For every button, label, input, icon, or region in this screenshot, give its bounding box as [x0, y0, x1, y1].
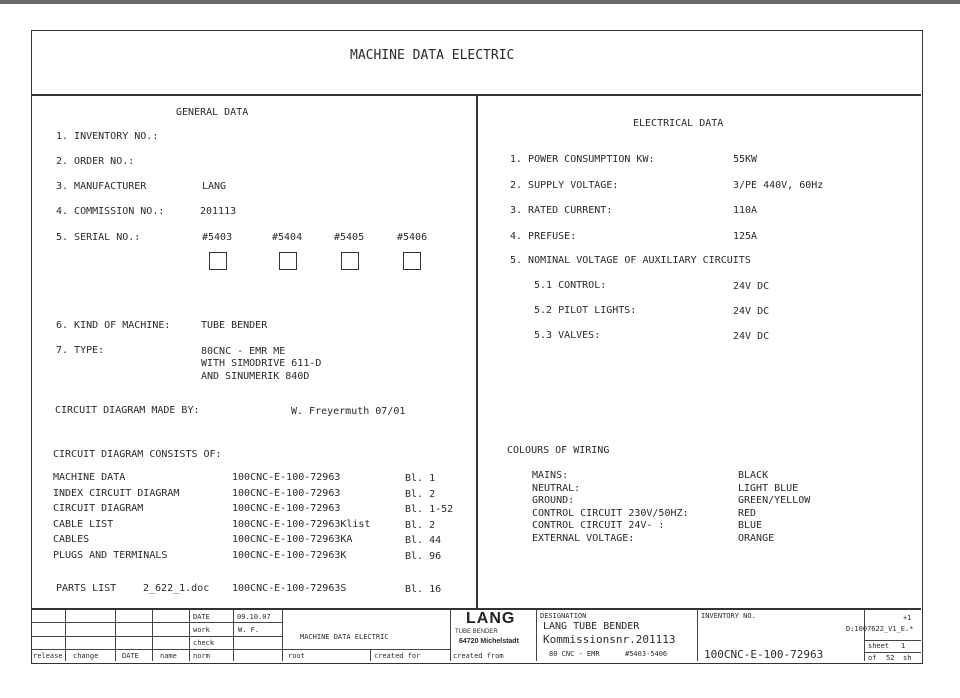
- diagram-item-name: CIRCUIT DIAGRAM: [53, 503, 144, 515]
- colour-label: GROUND:: [532, 495, 575, 506]
- aux-item-value: 24V DC: [733, 331, 770, 342]
- grid-line: [152, 609, 153, 661]
- serial-number: #5404: [272, 232, 303, 243]
- tb-root-label: root: [288, 652, 305, 660]
- tb-file-ref: D:1007622_V1_E.*: [846, 625, 914, 633]
- grid-line: [233, 609, 234, 661]
- serial-label: 5. SERIAL NO.:: [56, 232, 141, 243]
- commission-label: 4. COMMISSION NO.:: [56, 206, 165, 217]
- made-by-value: W. Freyermuth 07/01: [291, 406, 406, 417]
- designation-label: DESIGNATION: [540, 612, 587, 620]
- manufacturer-value: LANG: [202, 181, 227, 192]
- diagram-item-sheet: Bl. 2: [405, 488, 436, 500]
- electrical-item-value: 125A: [733, 230, 758, 242]
- tb-date-col-label: DATE: [122, 652, 139, 660]
- grid-line: [450, 609, 451, 661]
- colour-value: LIGHT BLUE: [738, 482, 799, 494]
- serial-checkbox[interactable]: [279, 252, 297, 270]
- tb-name-label: name: [160, 652, 177, 660]
- diagram-item-sheet: Bl. 1: [405, 473, 436, 484]
- colour-label: MAINS:: [532, 470, 569, 481]
- grid-line: [32, 622, 282, 623]
- type-line: AND SINUMERIK 840D: [201, 371, 310, 382]
- tb-created-from-label: created from: [453, 652, 504, 660]
- tb-change-label: change: [73, 652, 99, 660]
- inventory-label: 1. INVENTORY NO.:: [56, 131, 159, 142]
- type-line: 80CNC - EMR ME: [201, 346, 286, 357]
- electrical-item-label: 4. PREFUSE:: [510, 230, 577, 242]
- kind-label: 6. KIND OF MACHINE:: [56, 320, 171, 331]
- diagram-item-sheet: Bl. 44: [405, 535, 442, 547]
- diagram-item-code: 100CNC-E-100-72963K: [232, 550, 347, 561]
- diagram-item-code: 100CNC-E-100-72963: [232, 487, 341, 499]
- aux-item-value: 24V DC: [733, 281, 770, 292]
- grid-line: [65, 609, 66, 661]
- aux-item-label: 5.2 PILOT LIGHTS:: [534, 305, 637, 316]
- serial-checkbox[interactable]: [209, 252, 227, 270]
- electrical-heading: ELECTRICAL DATA: [633, 118, 724, 129]
- diagram-item-sheet: Bl. 1-52: [405, 504, 454, 516]
- company-address: 64720 Michelstadt: [459, 638, 519, 645]
- diagram-item-name: MACHINE DATA: [53, 472, 126, 483]
- designation-line2: Kommissionsnr.201113: [543, 633, 676, 646]
- diagram-item-code: 100CNC-E-100-72963: [232, 472, 341, 483]
- grid-line: [864, 640, 921, 641]
- general-heading: GENERAL DATA: [176, 107, 249, 118]
- type-label: 7. TYPE:: [56, 345, 105, 356]
- grid-line: [697, 609, 698, 661]
- electrical-item-value: 3/PE 440V, 60Hz: [733, 179, 824, 191]
- serial-checkbox[interactable]: [403, 252, 421, 270]
- company-logo: LANG: [466, 610, 516, 627]
- aux-item-value: 24V DC: [733, 306, 770, 317]
- company-sub: TUBE BENDER: [455, 629, 498, 635]
- grid-line: [115, 609, 116, 661]
- tb-norm-label: norm: [193, 652, 210, 660]
- colour-label: NEUTRAL:: [532, 482, 581, 494]
- tb-date-label: DATE: [193, 613, 210, 621]
- grid-line: [536, 609, 537, 661]
- electrical-item-label: 2. SUPPLY VOLTAGE:: [510, 179, 619, 191]
- tb-of-value: 52: [886, 654, 895, 662]
- commission-value: 201113: [200, 206, 237, 217]
- consists-label: CIRCUIT DIAGRAM CONSISTS OF:: [53, 449, 222, 460]
- aux-item-label: 5.1 CONTROL:: [534, 280, 607, 291]
- tb-plus-one: +1: [903, 614, 912, 622]
- colour-label: EXTERNAL VOLTAGE:: [532, 532, 635, 544]
- aux-item-label: 5.3 VALVES:: [534, 330, 601, 341]
- colour-value: ORANGE: [738, 532, 775, 544]
- diagram-item-sheet: Bl. 96: [405, 551, 442, 562]
- electrical-item-value: 110A: [733, 205, 758, 216]
- grid-line: [282, 609, 283, 661]
- order-label: 2. ORDER NO.:: [56, 156, 135, 167]
- tb-of-label: of: [868, 654, 877, 662]
- type-line: WITH SIMODRIVE 611-D: [201, 358, 322, 369]
- serial-checkbox[interactable]: [341, 252, 359, 270]
- diagram-item-name: CABLE LIST: [53, 518, 114, 530]
- tb-sheet-value: 1: [901, 642, 906, 650]
- diagram-item-name: INDEX CIRCUIT DIAGRAM: [53, 487, 180, 499]
- diagram-item-sheet: Bl. 2: [405, 519, 436, 531]
- colour-label: CONTROL CIRCUIT 230V/50HZ:: [532, 507, 689, 519]
- colour-value: BLACK: [738, 470, 769, 481]
- parts-doc: 2_622_1.doc: [143, 583, 210, 594]
- tb-middle-title: MACHINE DATA ELECTRIC: [300, 633, 389, 641]
- column-divider: [476, 95, 478, 608]
- electrical-item-label: 3. RATED CURRENT:: [510, 205, 613, 216]
- page-title: MACHINE DATA ELECTRIC: [350, 48, 515, 63]
- grid-line: [32, 636, 282, 637]
- tb-date-value: 09.10.07: [237, 613, 271, 621]
- parts-label: PARTS LIST: [56, 583, 117, 594]
- tb-created-for-label: created for: [374, 652, 421, 660]
- colour-label: CONTROL CIRCUIT 24V- :: [532, 520, 665, 531]
- parts-sheet: Bl. 16: [405, 584, 442, 595]
- colour-value: GREEN/YELLOW: [738, 495, 811, 506]
- designation-line3: 80 CNC - EMR: [549, 650, 600, 658]
- grid-line: [864, 609, 865, 661]
- designation-line1: LANG TUBE BENDER: [543, 621, 640, 632]
- tb-inventory-label: INVENTORY NO.: [701, 612, 756, 620]
- grid-line: [864, 652, 921, 653]
- electrical-item-label: 1. POWER CONSUMPTION KW:: [510, 154, 655, 165]
- diagram-item-code: 100CNC-E-100-72963Klist: [232, 518, 371, 530]
- drawing-number: 100CNC-E-100-72963: [704, 648, 824, 661]
- tb-check-label: check: [193, 639, 215, 647]
- designation-serials: #5403-5406: [625, 650, 668, 658]
- diagram-item-code: 100CNC-E-100-72963KA: [232, 534, 353, 546]
- diagram-item-name: CABLES: [53, 534, 90, 546]
- grid-line: [32, 649, 450, 650]
- tb-work-label: work: [193, 626, 210, 634]
- colours-label: COLOURS OF WIRING: [507, 445, 610, 456]
- tb-sh-label: sh: [903, 654, 912, 662]
- diagram-item-code: 100CNC-E-100-72963: [232, 503, 341, 515]
- parts-code: 100CNC-E-100-72963S: [232, 583, 347, 594]
- made-by-label: CIRCUIT DIAGRAM MADE BY:: [55, 405, 200, 416]
- electrical-item-value: 55KW: [733, 154, 758, 165]
- aux-label: 5. NOMINAL VOLTAGE OF AUXILIARY CIRCUITS: [510, 255, 751, 266]
- colour-value: BLUE: [738, 520, 763, 531]
- serial-number: #5403: [202, 232, 233, 243]
- diagram-item-name: PLUGS AND TERMINALS: [53, 550, 168, 561]
- manufacturer-label: 3. MANUFACTURER: [56, 181, 147, 192]
- tb-sheet-label: sheet: [868, 642, 890, 650]
- tb-release-label: release: [33, 652, 63, 660]
- kind-value: TUBE BENDER: [201, 320, 268, 331]
- grid-line: [370, 649, 371, 661]
- serial-number: #5405: [334, 232, 365, 243]
- colour-value: RED: [738, 507, 757, 519]
- grid-line: [189, 609, 190, 661]
- scan-top-edge: [0, 0, 960, 4]
- tb-work-value: W. F.: [238, 626, 260, 634]
- serial-number: #5406: [397, 232, 428, 243]
